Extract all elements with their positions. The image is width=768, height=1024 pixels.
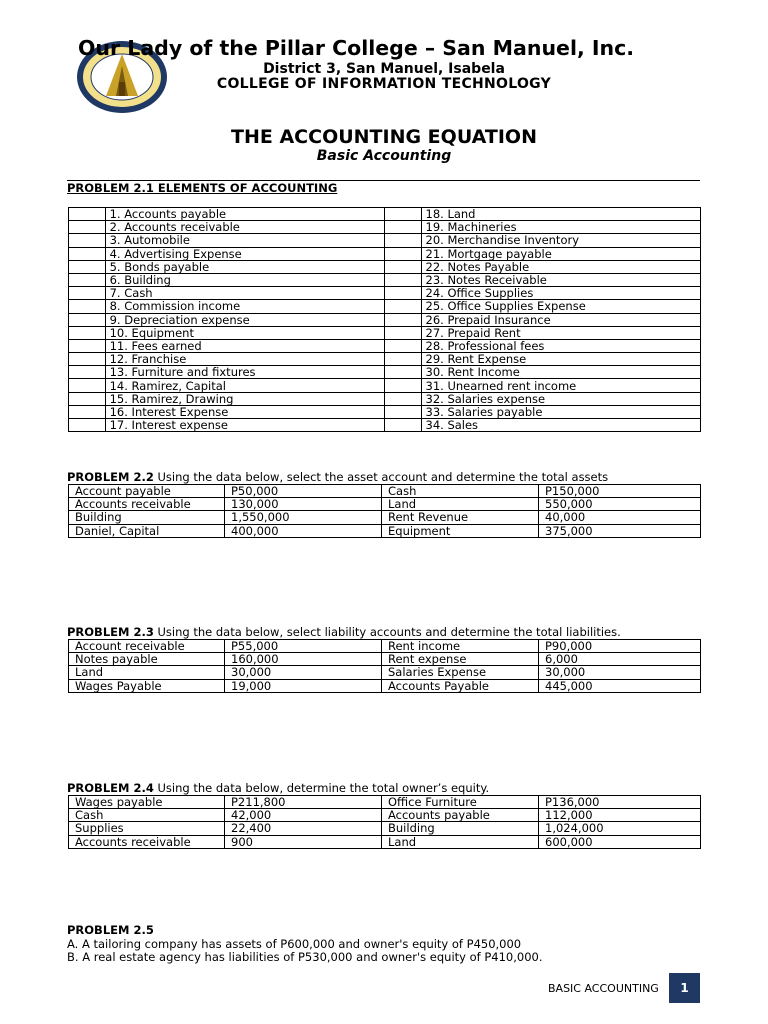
account-item: 9. Depreciation expense <box>105 313 384 326</box>
account-name-cell: Accounts Payable <box>382 679 539 692</box>
table-row <box>69 822 701 835</box>
table-row <box>69 666 701 679</box>
account-item: 17. Interest expense <box>105 419 384 432</box>
account-item: 14. Ramirez, Capital <box>105 379 384 392</box>
table-row <box>69 653 701 666</box>
amount-cell: P90,000 <box>539 640 701 653</box>
problem-2-4-table <box>68 795 701 849</box>
amount-cell: 42,000 <box>225 809 382 822</box>
amount-cell: P211,800 <box>225 796 382 809</box>
account-item: 22. Notes Payable <box>421 260 701 273</box>
answer-blank-right <box>384 208 421 221</box>
account-item: 2. Accounts receivable <box>105 221 384 234</box>
account-name-cell: Daniel, Capital <box>69 524 225 537</box>
account-item: 32. Salaries expense <box>421 392 701 405</box>
account-name-cell: Wages Payable <box>69 679 225 692</box>
account-item: 11. Fees earned <box>105 339 384 352</box>
account-item: 28. Professional fees <box>421 339 701 352</box>
table-row <box>69 498 701 511</box>
elements-table <box>68 207 701 432</box>
problem-2-5-line-b: B. A real estate agency has liabilities of P530,000 and owner's equity of P410,000. <box>67 950 543 964</box>
account-item: 15. Ramirez, Drawing <box>105 392 384 405</box>
account-name-cell: Rent Revenue <box>382 511 539 524</box>
answer-blank-left <box>69 221 106 234</box>
account-name-cell: Accounts payable <box>382 809 539 822</box>
amount-cell: 1,550,000 <box>225 511 382 524</box>
table-row <box>69 366 701 379</box>
problem-2-3-prompt <box>67 625 621 639</box>
problem-2-1-heading: PROBLEM 2.1 ELEMENTS OF ACCOUNTING <box>67 181 338 195</box>
account-item: 33. Salaries payable <box>421 405 701 418</box>
answer-blank-left <box>69 247 106 260</box>
amount-cell: P150,000 <box>539 485 701 498</box>
answer-blank-right <box>384 221 421 234</box>
problem-2-2-prompt <box>67 470 608 484</box>
problem-2-2-label: PROBLEM 2.2 <box>67 470 154 484</box>
answer-blank-left <box>69 379 106 392</box>
account-item: 24. Office Supplies <box>421 287 701 300</box>
account-item: 13. Furniture and fixtures <box>105 366 384 379</box>
amount-cell: 19,000 <box>225 679 382 692</box>
problem-2-2-text: Using the data below, select the asset account and determine the total assets <box>153 470 609 484</box>
amount-cell: 550,000 <box>539 498 701 511</box>
table-row <box>69 392 701 405</box>
answer-blank-right <box>384 326 421 339</box>
account-item: 31. Unearned rent income <box>421 379 701 392</box>
table-row <box>69 511 701 524</box>
account-item: 20. Merchandise Inventory <box>421 234 701 247</box>
table-row <box>69 326 701 339</box>
problem-2-4-prompt <box>67 781 489 795</box>
account-name-cell: Office Furniture <box>382 796 539 809</box>
answer-blank-left <box>69 313 106 326</box>
answer-blank-left <box>69 353 106 366</box>
account-name-cell: Account payable <box>69 485 225 498</box>
account-name-cell: Accounts receivable <box>69 498 225 511</box>
table-row <box>69 273 701 286</box>
account-item: 8. Commission income <box>105 300 384 313</box>
amount-cell: 160,000 <box>225 653 382 666</box>
account-name-cell: Building <box>69 511 225 524</box>
account-name-cell: Land <box>382 498 539 511</box>
amount-cell: 130,000 <box>225 498 382 511</box>
account-name-cell: Building <box>382 822 539 835</box>
answer-blank-right <box>384 339 421 352</box>
amount-cell: 40,000 <box>539 511 701 524</box>
college-department: COLLEGE OF INFORMATION TECHNOLOGY <box>216 76 552 92</box>
amount-cell: 400,000 <box>225 524 382 537</box>
answer-blank-right <box>384 247 421 260</box>
account-item: 26. Prepaid Insurance <box>421 313 701 326</box>
problem-2-5-label: PROBLEM 2.5 <box>67 923 154 937</box>
table-row <box>69 679 701 692</box>
account-item: 21. Mortgage payable <box>421 247 701 260</box>
problem-2-3-label: PROBLEM 2.3 <box>67 625 154 639</box>
answer-blank-right <box>384 366 421 379</box>
answer-blank-left <box>69 392 106 405</box>
account-item: 19. Machineries <box>421 221 701 234</box>
amount-cell: 112,000 <box>539 809 701 822</box>
amount-cell: 600,000 <box>539 835 701 848</box>
page-title: THE ACCOUNTING EQUATION <box>231 126 537 148</box>
account-item: 3. Automobile <box>105 234 384 247</box>
answer-blank-left <box>69 273 106 286</box>
footer-label: BASIC ACCOUNTING <box>548 982 659 995</box>
account-name-cell: Accounts receivable <box>69 835 225 848</box>
answer-blank-right <box>384 260 421 273</box>
answer-blank-left <box>69 405 106 418</box>
problem-2-4-text: Using the data below, determine the total owner’s equity. <box>153 781 490 795</box>
amount-cell: 445,000 <box>539 679 701 692</box>
table-row <box>69 835 701 848</box>
table-row <box>69 796 701 809</box>
table-row <box>69 234 701 247</box>
amount-cell: 375,000 <box>539 524 701 537</box>
account-item: 4. Advertising Expense <box>105 247 384 260</box>
table-row <box>69 524 701 537</box>
table-row <box>69 313 701 326</box>
table-row <box>69 640 701 653</box>
table-row <box>69 300 701 313</box>
answer-blank-right <box>384 287 421 300</box>
page-number: 1 <box>669 973 700 1003</box>
answer-blank-right <box>384 353 421 366</box>
page-subtitle: Basic Accounting <box>316 148 452 164</box>
account-item: 30. Rent Income <box>421 366 701 379</box>
account-name-cell: Cash <box>69 809 225 822</box>
answer-blank-right <box>384 234 421 247</box>
table-row <box>69 353 701 366</box>
account-item: 6. Building <box>105 273 384 286</box>
account-name-cell: Rent income <box>382 640 539 653</box>
account-name-cell: Wages payable <box>69 796 225 809</box>
amount-cell: 900 <box>225 835 382 848</box>
answer-blank-right <box>384 392 421 405</box>
answer-blank-right <box>384 379 421 392</box>
account-name-cell: Salaries Expense <box>382 666 539 679</box>
account-item: 7. Cash <box>105 287 384 300</box>
table-row <box>69 339 701 352</box>
table-row <box>69 379 701 392</box>
account-item: 23. Notes Receivable <box>421 273 701 286</box>
account-item: 27. Prepaid Rent <box>421 326 701 339</box>
problem-2-5-line-a: A. A tailoring company has assets of P600,000 and owner's equity of P450,000 <box>67 937 522 951</box>
account-item: 18. Land <box>421 208 701 221</box>
answer-blank-right <box>384 300 421 313</box>
answer-blank-left <box>69 234 106 247</box>
account-item: 12. Franchise <box>105 353 384 366</box>
amount-cell: 6,000 <box>539 653 701 666</box>
account-item: 10. Equipment <box>105 326 384 339</box>
account-item: 5. Bonds payable <box>105 260 384 273</box>
answer-blank-left <box>69 326 106 339</box>
account-name-cell: Account receivable <box>69 640 225 653</box>
account-item: 16. Interest Expense <box>105 405 384 418</box>
answer-blank-left <box>69 419 106 432</box>
account-name-cell: Equipment <box>382 524 539 537</box>
problem-2-2-table <box>68 484 701 538</box>
answer-blank-left <box>69 260 106 273</box>
amount-cell: P50,000 <box>225 485 382 498</box>
account-name-cell: Land <box>69 666 225 679</box>
answer-blank-right <box>384 419 421 432</box>
table-row <box>69 287 701 300</box>
amount-cell: 30,000 <box>225 666 382 679</box>
account-name-cell: Land <box>382 835 539 848</box>
table-row <box>69 809 701 822</box>
table-row <box>69 247 701 260</box>
account-item: 34. Sales <box>421 419 701 432</box>
table-row <box>69 221 701 234</box>
college-district: District 3, San Manuel, Isabela <box>263 61 505 77</box>
table-row <box>69 485 701 498</box>
account-item: 1. Accounts payable <box>105 208 384 221</box>
account-item: 29. Rent Expense <box>421 353 701 366</box>
problem-2-4-label: PROBLEM 2.4 <box>67 781 154 795</box>
account-item: 25. Office Supplies Expense <box>421 300 701 313</box>
amount-cell: P136,000 <box>539 796 701 809</box>
table-row <box>69 405 701 418</box>
answer-blank-right <box>384 313 421 326</box>
answer-blank-left <box>69 339 106 352</box>
account-name-cell: Notes payable <box>69 653 225 666</box>
account-name-cell: Rent expense <box>382 653 539 666</box>
account-name-cell: Supplies <box>69 822 225 835</box>
answer-blank-left <box>69 300 106 313</box>
account-name-cell: Cash <box>382 485 539 498</box>
problem-2-3-text: Using the data below, select liability accounts and determine the total liabilities. <box>153 625 621 639</box>
answer-blank-left <box>69 366 106 379</box>
answer-blank-left <box>69 287 106 300</box>
answer-blank-right <box>384 273 421 286</box>
amount-cell: 22,400 <box>225 822 382 835</box>
amount-cell: 30,000 <box>539 666 701 679</box>
college-name: Our Lady of the Pillar College – San Manuel, Inc. <box>78 36 635 60</box>
table-row <box>69 419 701 432</box>
table-row <box>69 208 701 221</box>
problem-2-3-table <box>68 639 701 693</box>
amount-cell: 1,024,000 <box>539 822 701 835</box>
answer-blank-left <box>69 208 106 221</box>
amount-cell: P55,000 <box>225 640 382 653</box>
answer-blank-right <box>384 405 421 418</box>
table-row <box>69 260 701 273</box>
